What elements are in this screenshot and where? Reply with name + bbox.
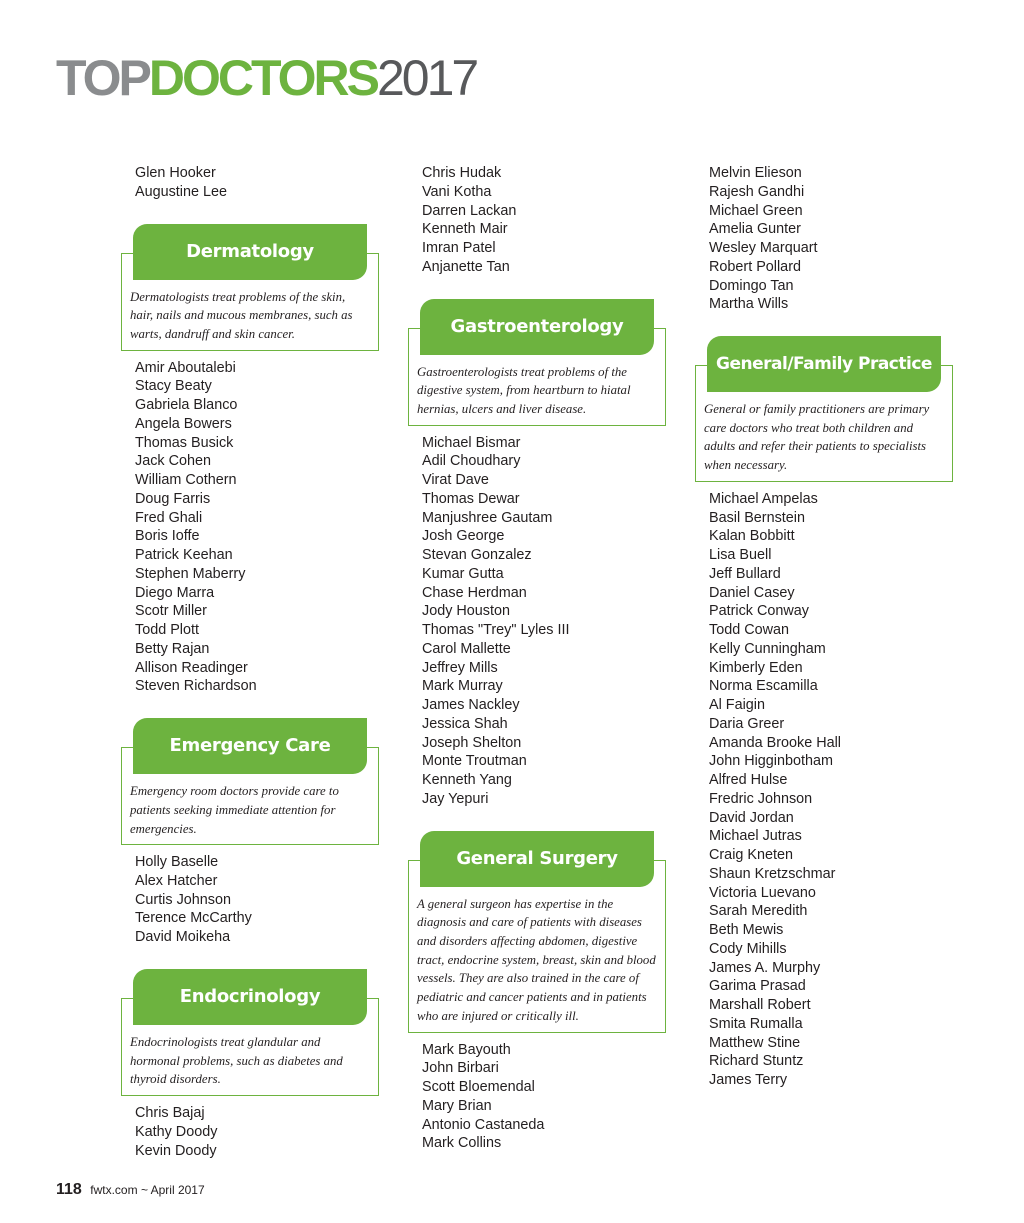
doctor-name: Fred Ghali	[135, 509, 203, 526]
doctor-name: James Terry	[709, 1072, 788, 1089]
doctor-name: Stephen Maberry	[135, 565, 246, 582]
doctor-name: Allison Readinger	[135, 659, 248, 676]
doctor-name: Craig Kneten	[709, 847, 793, 864]
section-description: A general surgeon has expertise in the diagnosis and care of patients with diseases and disorders affecting abdomen, digestive tract, endocrine system, breast, skin and blood vessels. They are also trained in the care of pediatric and cancer patients and in patients who are injured or critically ill.	[417, 896, 656, 1023]
page-footer	[56, 1181, 205, 1199]
doctor-name: Todd Cowan	[709, 622, 789, 639]
doctor-name: Thomas Dewar	[422, 490, 520, 507]
doctor-name: Kathy Doody	[135, 1123, 218, 1140]
section-description: Emergency room doctors provide care to patients seeking immediate attention for emergencies.	[130, 784, 339, 836]
section-description: Gastroenterologists treat problems of the digestive system, from heartburn to hiatal hernias, ulcers and liver disease.	[417, 364, 631, 416]
doctor-name: Mark Murray	[422, 678, 503, 695]
doctor-name: Amelia Gunter	[709, 221, 801, 238]
doctor-list	[408, 164, 668, 277]
doctor-name: Robert Pollard	[709, 258, 801, 275]
column-2	[408, 164, 668, 1153]
doctor-name: John Birbari	[422, 1060, 499, 1077]
doctor-list	[695, 490, 955, 1090]
section-title: Gastroenterology	[420, 299, 654, 355]
doctor-name: Michael Jutras	[709, 828, 802, 845]
doctor-name: Patrick Conway	[709, 603, 809, 620]
doctor-name: Basil Bernstein	[709, 509, 805, 526]
doctor-name: Stevan Gonzalez	[422, 547, 532, 564]
section-gastroenterology	[408, 299, 668, 426]
doctor-name: Kimberly Eden	[709, 659, 803, 676]
doctor-list	[121, 853, 381, 947]
section-title: General Surgery	[420, 831, 654, 887]
doctor-name: Vani Kotha	[422, 183, 492, 200]
doctor-list	[408, 1041, 668, 1154]
doctor-list	[121, 164, 381, 202]
doctor-name: Glen Hooker	[135, 165, 216, 181]
doctor-name: Doug Farris	[135, 490, 211, 507]
doctor-name: Chris Hudak	[422, 165, 502, 181]
section-dermatology	[121, 224, 381, 351]
masthead-year: 2017	[377, 50, 477, 106]
doctor-name: Betty Rajan	[135, 640, 210, 657]
doctor-name: Richard Stuntz	[709, 1053, 804, 1070]
doctor-name: James Nackley	[422, 697, 520, 714]
doctor-name: David Jordan	[709, 809, 794, 826]
doctor-name: Matthew Stine	[709, 1034, 801, 1051]
doctor-name: Fredric Johnson	[709, 790, 813, 807]
section-general-family-practice	[695, 336, 955, 482]
section-title: Dermatology	[133, 224, 367, 280]
doctor-name: Alfred Hulse	[709, 772, 788, 789]
doctor-name: Thomas Busick	[135, 434, 234, 451]
doctor-name: Michael Ampelas	[709, 490, 818, 507]
doctor-name: Al Faigin	[709, 697, 765, 714]
doctor-name: Scott Bloemendal	[422, 1079, 535, 1096]
section-description: General or family practitioners are primary care doctors who treat both children and adults and refer their patients to specialists when necessary.	[704, 402, 930, 473]
doctor-name: Kumar Gutta	[422, 565, 504, 582]
doctor-name: Smita Rumalla	[709, 1015, 803, 1032]
doctor-name: Melvin Elieson	[709, 165, 802, 181]
doctor-name: Diego Marra	[135, 584, 215, 601]
doctor-name: Victoria Luevano	[709, 884, 816, 901]
doctor-name: Monte Troutman	[422, 753, 527, 770]
section-description: Endocrinologists treat glandular and hormonal problems, such as diabetes and thyroid disorders.	[130, 1034, 343, 1087]
footer-publication: fwtx.com ~ April 2017	[90, 1183, 205, 1197]
doctor-name: Michael Bismar	[422, 434, 521, 451]
doctor-name: Josh George	[422, 528, 505, 545]
doctor-name: Virat Dave	[422, 472, 489, 489]
doctor-name: Kalan Bobbitt	[709, 528, 795, 545]
doctor-name: Wesley Marquart	[709, 240, 818, 256]
doctor-name: Antonio Castaneda	[422, 1116, 545, 1133]
doctor-name: Jessica Shah	[422, 715, 508, 732]
doctor-name: Thomas "Trey" Lyles III	[422, 622, 570, 639]
doctor-name: Steven Richardson	[135, 678, 257, 695]
doctor-name: Imran Patel	[422, 240, 496, 256]
doctor-name: David Moikeha	[135, 929, 231, 946]
doctor-name: Augustine Lee	[135, 183, 228, 200]
doctor-name: Darren Lackan	[422, 202, 517, 219]
doctor-name: Anjanette Tan	[422, 258, 510, 275]
doctor-name: Adil Choudhary	[422, 453, 521, 470]
doctor-name: Patrick Keehan	[135, 547, 233, 564]
doctor-list	[121, 1104, 381, 1160]
doctor-name: Alex Hatcher	[135, 872, 218, 889]
masthead-title	[56, 50, 476, 106]
section-title: General/Family Practice	[707, 336, 941, 392]
masthead-top: TOP	[56, 50, 149, 106]
doctor-list	[408, 434, 668, 809]
doctor-name: Jeffrey Mills	[422, 659, 498, 676]
doctor-name: Jody Houston	[422, 603, 510, 620]
section-title: Endocrinology	[133, 969, 367, 1025]
doctor-name: Kenneth Mair	[422, 221, 508, 238]
doctor-name: Martha Wills	[709, 296, 789, 313]
doctor-name: Daniel Casey	[709, 584, 795, 601]
doctor-list	[121, 359, 381, 697]
doctor-name: Jack Cohen	[135, 453, 211, 470]
doctor-name: Gabriela Blanco	[135, 397, 238, 414]
column-1	[121, 164, 381, 1160]
doctor-name: Terence McCarthy	[135, 910, 252, 927]
doctor-name: Lisa Buell	[709, 547, 772, 564]
doctor-name: Beth Mewis	[709, 922, 784, 939]
masthead-doctors: DOCTORS	[148, 50, 377, 106]
section-title: Emergency Care	[133, 718, 367, 774]
doctor-name: Shaun Kretzschmar	[709, 865, 836, 882]
doctor-name: Todd Plott	[135, 622, 199, 639]
doctor-name: Amanda Brooke Hall	[709, 734, 841, 751]
doctor-name: Chase Herdman	[422, 584, 527, 601]
doctor-name: John Higginbotham	[709, 753, 833, 770]
column-3	[695, 164, 955, 1090]
doctor-name: Norma Escamilla	[709, 678, 818, 695]
section-endocrinology	[121, 969, 381, 1096]
section-general-surgery	[408, 831, 668, 1033]
doctor-name: Holly Baselle	[135, 854, 219, 871]
section-description: Dermatologists treat problems of the skin, hair, nails and mucous membranes, such as warts, dandruff and skin cancer.	[130, 289, 353, 341]
doctor-name: William Cothern	[135, 472, 237, 489]
section-emergency-care	[121, 718, 381, 845]
doctor-name: Angela Bowers	[135, 415, 232, 432]
doctor-name: Marshall Robert	[709, 997, 811, 1014]
doctor-name: Jeff Bullard	[709, 565, 781, 582]
doctor-name: Michael Green	[709, 202, 803, 219]
doctor-name: Kenneth Yang	[422, 772, 512, 789]
doctor-list	[695, 164, 955, 314]
doctor-name: Cody Mihills	[709, 940, 787, 957]
doctor-name: Scotr Miller	[135, 603, 207, 620]
page-number: 118	[56, 1181, 82, 1198]
doctor-name: Carol Mallette	[422, 640, 511, 657]
doctor-name: Manjushree Gautam	[422, 509, 553, 526]
doctor-name: Curtis Johnson	[135, 891, 231, 908]
doctor-name: Garima Prasad	[709, 978, 806, 995]
doctor-name: Mark Collins	[422, 1135, 502, 1152]
doctor-name: Boris Ioffe	[135, 528, 200, 545]
doctor-name: James A. Murphy	[709, 959, 821, 976]
doctor-name: Chris Bajaj	[135, 1105, 205, 1122]
doctor-name: Domingo Tan	[709, 277, 794, 294]
doctor-name: Sarah Meredith	[709, 903, 808, 920]
doctor-name: Joseph Shelton	[422, 734, 522, 751]
doctor-name: Mark Bayouth	[422, 1041, 511, 1058]
doctor-name: Kevin Doody	[135, 1142, 217, 1159]
doctor-name: Mary Brian	[422, 1097, 492, 1114]
doctor-name: Kelly Cunningham	[709, 640, 826, 657]
doctor-name: Daria Greer	[709, 715, 785, 732]
doctor-name: Stacy Beaty	[135, 378, 212, 395]
doctor-name: Rajesh Gandhi	[709, 183, 805, 200]
doctor-name: Jay Yepuri	[422, 790, 489, 807]
doctor-name: Amir Aboutalebi	[135, 359, 236, 376]
